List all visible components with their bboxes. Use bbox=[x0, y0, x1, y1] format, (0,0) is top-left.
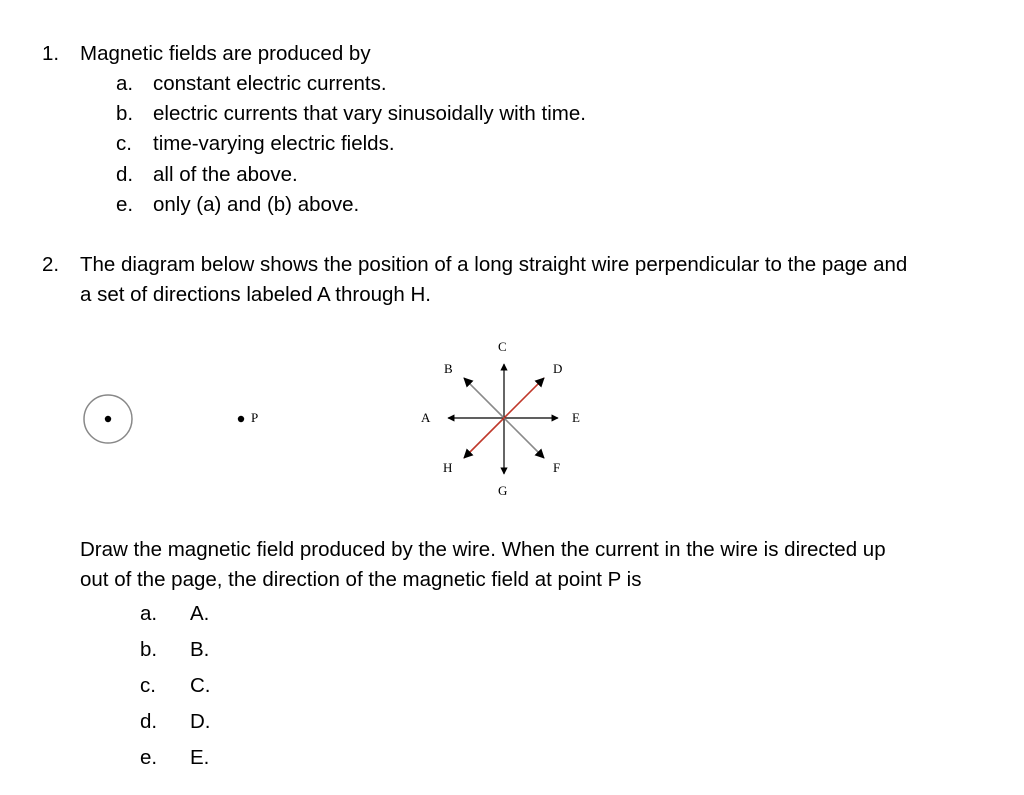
q2-option-d-text: D. bbox=[190, 710, 211, 733]
arrow-d bbox=[504, 378, 544, 418]
arrow-b bbox=[464, 378, 504, 418]
q1-option-e-text: only (a) and (b) above. bbox=[153, 193, 360, 216]
q1-option-d-letter: d. bbox=[116, 163, 134, 186]
point-p-dot bbox=[236, 414, 246, 424]
label-a: A bbox=[421, 410, 431, 425]
q2-prompt-line2: out of the page, the direction of the magnetic field at point P is bbox=[80, 568, 642, 591]
q1-option-d-text: all of the above. bbox=[153, 163, 298, 186]
q1-stem: Magnetic fields are produced by bbox=[80, 42, 371, 65]
q2-option-b-text: B. bbox=[190, 638, 210, 661]
q1-option-a-letter: a. bbox=[116, 72, 134, 95]
q1-option-a-text: constant electric currents. bbox=[153, 72, 387, 95]
label-c: C bbox=[498, 339, 507, 354]
q2-option-b-letter: b. bbox=[140, 638, 158, 661]
q2-option-a-text: A. bbox=[190, 602, 210, 625]
q1-option-e-letter: e. bbox=[116, 193, 134, 216]
label-h: H bbox=[443, 460, 453, 475]
label-g: G bbox=[498, 483, 508, 498]
q1-option-b-letter: b. bbox=[116, 102, 134, 125]
q1-number: 1. bbox=[42, 42, 60, 65]
arrow-f bbox=[504, 418, 544, 458]
q2-stem-line1: The diagram below shows the position of a long straight wire perpendicular to the page and bbox=[80, 253, 908, 276]
point-p-label: P bbox=[251, 410, 259, 425]
q2-option-a-letter: a. bbox=[140, 602, 158, 625]
q2-stem-line2: a set of directions labeled A through H. bbox=[80, 283, 432, 306]
q2-number: 2. bbox=[42, 253, 60, 276]
label-f: F bbox=[553, 460, 561, 475]
label-d: D bbox=[553, 361, 563, 376]
arrow-h bbox=[464, 418, 504, 458]
q2-option-e-letter: e. bbox=[140, 746, 158, 769]
q2-option-c-text: C. bbox=[190, 674, 211, 697]
q1-option-c-letter: c. bbox=[116, 132, 132, 155]
direction-compass bbox=[440, 356, 570, 486]
wire-out-of-page-icon bbox=[80, 392, 136, 448]
q2-option-c-letter: c. bbox=[140, 674, 156, 697]
q2-option-e-text: E. bbox=[190, 746, 210, 769]
label-b: B bbox=[444, 361, 453, 376]
q2-option-d-letter: d. bbox=[140, 710, 158, 733]
q1-option-c-text: time-varying electric fields. bbox=[153, 132, 395, 155]
q2-prompt-line1: Draw the magnetic field produced by the wire. When the current in the wire is directed up bbox=[80, 538, 886, 561]
label-e: E bbox=[572, 410, 580, 425]
q1-option-b-text: electric currents that vary sinusoidally with time. bbox=[153, 102, 586, 125]
